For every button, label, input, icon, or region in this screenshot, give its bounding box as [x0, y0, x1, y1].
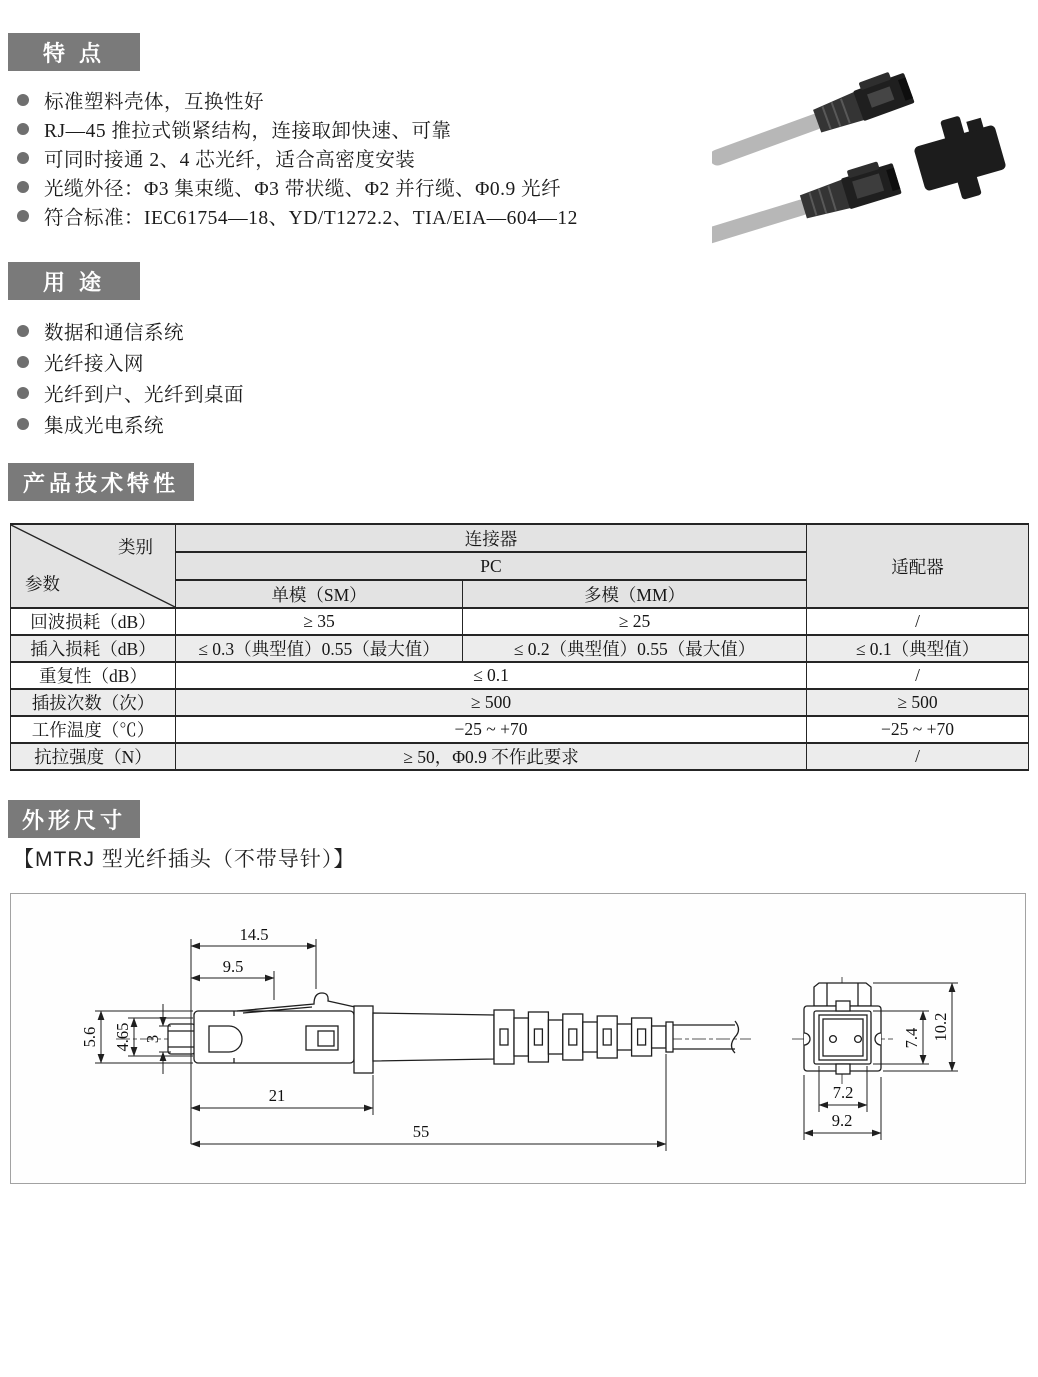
- section-header-applications: 用 途: [8, 262, 140, 300]
- application-text: 光纤接入网: [44, 353, 145, 375]
- value-adapter: ≥ 500: [807, 689, 1029, 716]
- bullet-icon: [17, 418, 29, 430]
- dim-7-2: 7.2: [832, 1083, 854, 1102]
- dim-9-5: 9.5: [222, 957, 244, 976]
- strain-relief: [494, 1010, 673, 1064]
- list-item: [10, 377, 510, 408]
- value-connector: ≥ 500: [176, 689, 807, 716]
- section-header-dimensions: 外形尺寸: [8, 800, 140, 838]
- feature-text: 符合标准：IEC61754—18、YD/T1272.2、TIA/EIA—604—12: [44, 207, 578, 229]
- value-adapter: −25 ~ +70: [807, 716, 1029, 743]
- adapter: [908, 107, 1011, 209]
- feature-text: 可同时接通 2、4 芯光纤，适合高密度安装: [44, 149, 416, 171]
- connector-plug-upper: [712, 67, 915, 175]
- applications-list: [10, 315, 510, 439]
- features-list: [10, 85, 710, 230]
- table-row: [11, 689, 1029, 716]
- engineering-drawing: [11, 894, 1025, 1183]
- table-row: [11, 608, 1029, 635]
- dimension-drawing: [10, 893, 1026, 1184]
- row-label: 抗拉强度（N）: [11, 743, 176, 770]
- product-photo: [712, 66, 1034, 266]
- bullet-icon: [17, 210, 29, 222]
- dim-21: 21: [268, 1086, 286, 1105]
- dim-7-4: 7.4: [902, 1027, 921, 1049]
- list-item: [10, 315, 510, 346]
- application-text: 集成光电系统: [44, 415, 165, 437]
- connector-plug-lower: [712, 157, 902, 255]
- specs-table: [10, 523, 1029, 771]
- corner-parameter-label: 参数: [25, 574, 60, 594]
- header-multimode: 多模（MM）: [463, 580, 807, 608]
- bullet-icon: [17, 325, 29, 337]
- dim-4-65: 4.65: [113, 1022, 132, 1052]
- table-row: [11, 743, 1029, 770]
- table-row: [11, 635, 1029, 662]
- end-view: [792, 977, 958, 1140]
- list-item: [10, 114, 710, 143]
- header-pc: PC: [176, 552, 807, 580]
- list-item: [10, 85, 710, 114]
- value-adapter: /: [807, 743, 1029, 770]
- dim-14-5: 14.5: [239, 925, 269, 944]
- bullet-icon: [17, 94, 29, 106]
- list-item: [10, 408, 510, 439]
- bullet-icon: [17, 356, 29, 368]
- value-connector: ≤ 0.1: [176, 662, 807, 689]
- list-item: [10, 346, 510, 377]
- value-connector: ≥ 50，Φ0.9 不作此要求: [176, 743, 807, 770]
- value-connector: −25 ~ +70: [176, 716, 807, 743]
- table-corner-cell: [11, 524, 176, 608]
- product-photo-illustration: [712, 66, 1034, 266]
- drawing-subtitle: 【MTRJ 型光纤插头（不带导针）】: [13, 848, 356, 871]
- row-label: 回波损耗（dB）: [11, 608, 176, 635]
- bullet-icon: [17, 152, 29, 164]
- dim-55: 55: [412, 1122, 430, 1141]
- application-text: 数据和通信系统: [44, 322, 185, 344]
- section-header-specs: 产品技术特性: [8, 463, 194, 501]
- side-view: [80, 925, 751, 1151]
- header-adapter: 适配器: [807, 524, 1029, 608]
- row-label: 重复性（dB）: [11, 662, 176, 689]
- list-item: [10, 172, 710, 201]
- value-mm: ≥ 25: [463, 608, 807, 635]
- row-label: 插入损耗（dB）: [11, 635, 176, 662]
- table-row: [11, 662, 1029, 689]
- dim-3: 3: [143, 1034, 162, 1044]
- feature-text: 标准塑料壳体，互换性好: [44, 91, 265, 113]
- bullet-icon: [17, 123, 29, 135]
- dim-5-6: 5.6: [80, 1026, 99, 1048]
- value-mm: ≤ 0.2（典型值）0.55（最大值）: [463, 635, 807, 662]
- header-singlemode: 单模（SM）: [176, 580, 463, 608]
- list-item: [10, 201, 710, 230]
- value-sm: ≤ 0.3（典型值）0.55（最大值）: [176, 635, 463, 662]
- bullet-icon: [17, 181, 29, 193]
- row-label: 插拔次数（次）: [11, 689, 176, 716]
- application-text: 光纤到户、光纤到桌面: [44, 384, 245, 406]
- header-connector: 连接器: [176, 524, 807, 552]
- value-sm: ≥ 35: [176, 608, 463, 635]
- feature-text: 光缆外径：Φ3 集束缆、Φ3 带状缆、Φ2 并行缆、Φ0.9 光纤: [44, 178, 562, 200]
- dim-9-2: 9.2: [831, 1111, 853, 1130]
- section-header-features: 特 点: [8, 33, 140, 71]
- feature-text: RJ—45 推拉式锁紧结构，连接取卸快速、可靠: [44, 120, 452, 142]
- value-adapter: ≤ 0.1（典型值）: [807, 635, 1029, 662]
- value-adapter: /: [807, 662, 1029, 689]
- row-label: 工作温度（℃）: [11, 716, 176, 743]
- dim-10-2: 10.2: [931, 1012, 950, 1042]
- corner-category-label: 类别: [118, 537, 153, 557]
- value-adapter: /: [807, 608, 1029, 635]
- bullet-icon: [17, 387, 29, 399]
- table-row: [11, 716, 1029, 743]
- list-item: [10, 143, 710, 172]
